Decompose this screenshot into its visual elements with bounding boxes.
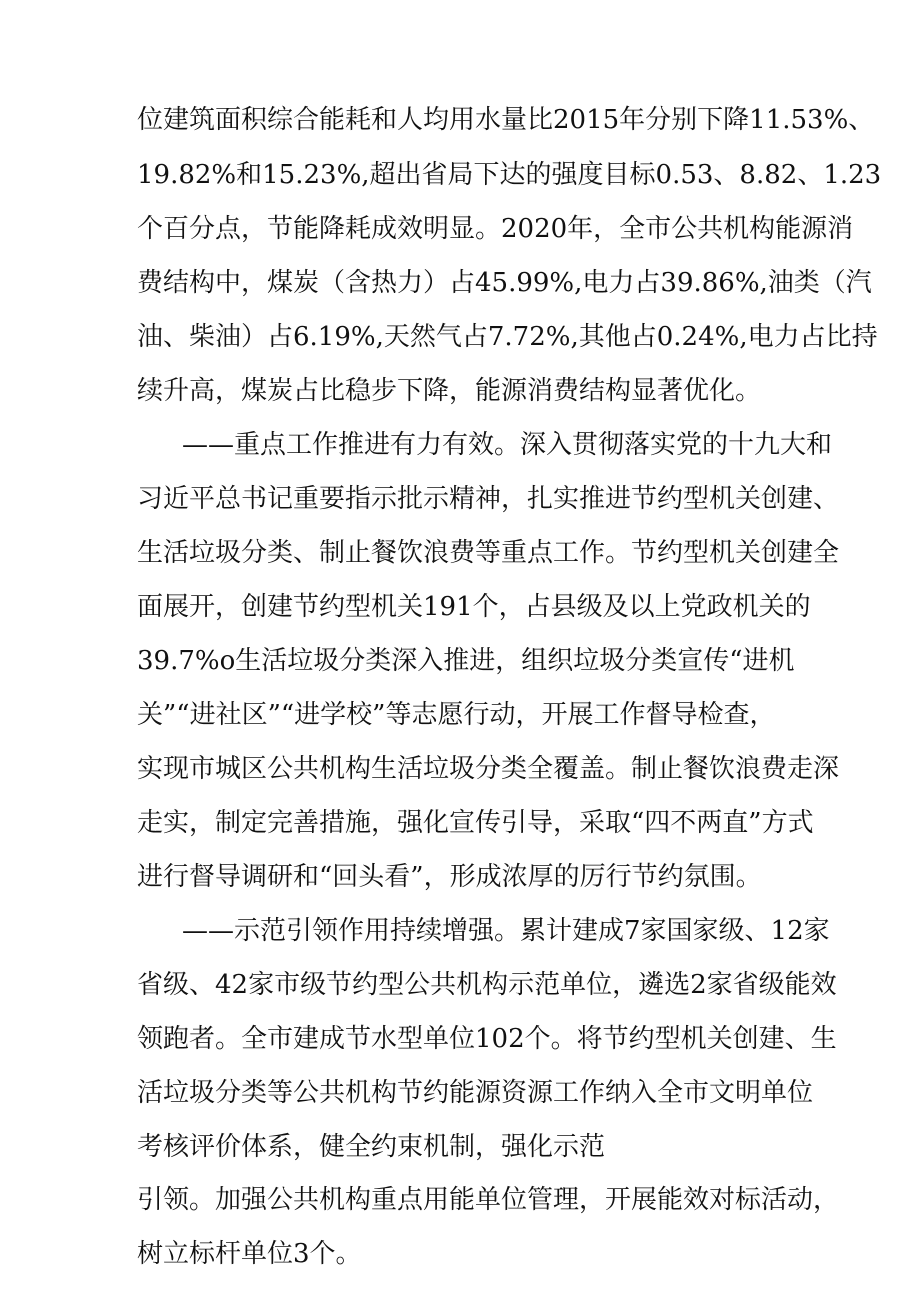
text-line: 19.82%和15.23%,超出省局下达的强度目标0.53、8.82、1.23: [137, 160, 882, 190]
text-line: 位建筑面积综合能耗和人均用水量比2015年分别下降11.53%、: [137, 105, 875, 135]
text-line: 关”“进社区”“进学校”等志愿行动，开展工作督导检查，: [137, 700, 776, 730]
text-line: 引领。加强公共机构重点用能单位管理，开展能效对标活动，: [137, 1185, 840, 1215]
section-heading-line: ——示范引领作用持续增强。累计建成7家国家级、12家: [182, 916, 830, 946]
text-line: 生活垃圾分类、制止餐饮浪费等重点工作。节约型机关创建全: [137, 538, 840, 568]
text-line: 树立标杆单位3个。: [137, 1239, 362, 1269]
text-line: 续升高，煤炭占比稳步下降，能源消费结构显著优化。: [137, 376, 762, 406]
text-line: 进行督导调研和“回头看”，形成浓厚的厉行节约氛围。: [137, 862, 762, 892]
text-line: 省级、42家市级节约型公共机构示范单位，遴选2家省级能效: [137, 970, 837, 1000]
text-line: 考核评价体系，健全约束机制，强化示范: [137, 1132, 606, 1162]
text-line: 走实，制定完善措施，强化宣传引导，采取“四不两直”方式: [137, 808, 814, 838]
text-line: 领跑者。全市建成节水型单位102个。将节约型机关创建、生: [137, 1024, 837, 1054]
section-heading-line: ——重点工作推进有力有效。深入贯彻落实党的十九大和: [182, 430, 833, 460]
text-line: 39.7%o生活垃圾分类深入推进，组织垃圾分类宣传“进机: [137, 646, 795, 676]
text-line: 面展开，创建节约型机关191个，占县级及以上党政机关的: [137, 592, 811, 622]
text-line: 费结构中，煤炭（含热力）占45.99%,电力占39.86%,油类（汽: [137, 268, 872, 298]
text-line: 个百分点，节能降耗成效明显。2020年，全市公共机构能源消: [137, 214, 854, 244]
text-line: 油、柴油）占6.19%,天然气占7.72%,其他占0.24%,电力占比持: [137, 322, 878, 352]
text-line: 实现市城区公共机构生活垃圾分类全覆盖。制止餐饮浪费走深: [137, 754, 840, 784]
text-line: 活垃圾分类等公共机构节约能源资源工作纳入全市文明单位: [137, 1078, 814, 1108]
text-line: 习近平总书记重要指示批示精神，扎实推进节约型机关创建、: [137, 484, 840, 514]
